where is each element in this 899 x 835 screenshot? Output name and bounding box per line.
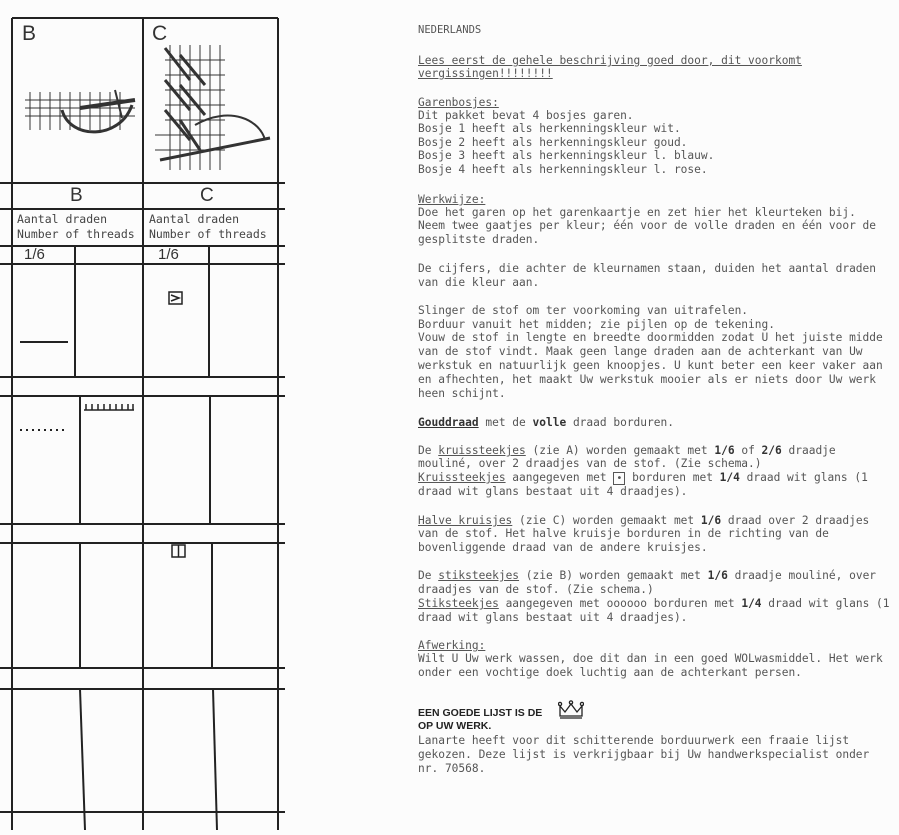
half-cross-symbol [169,292,182,304]
slinger-line: Borduur vanuit het midden; zie pijlen op de tekening. [418,318,775,331]
threads-label-nl-c: Aantal draden [149,212,240,226]
halve-fraction: 1/6 [700,514,722,527]
stik-line-2: draadjes van de stof. (Zie schema.) [418,583,654,596]
garen-line: Bosje 3 heeft als herkenningskleur l. blauw. [418,149,715,162]
dot-box-symbol: • [613,472,625,485]
halve-text: (zie C) worden gemaakt met [512,514,701,527]
lijst-title-2: OP UW WERK. [418,720,492,732]
gouddraad-label: Gouddraad [418,416,479,429]
stik-text: draad wit glans (1 [761,597,890,610]
stik-line-1 [418,569,876,582]
lijst-line: gekozen. Deze lijst is verkrijgbaar bij Uw handwerkspecialist onder [418,748,870,761]
section-letter-c-top: C [152,22,168,45]
instructions [418,0,898,835]
stik-text: (zie B) worden gemaakt met [519,569,708,582]
halve-text: draad over 2 draadjes [721,514,870,527]
stik-fraction: 1/6 [707,569,728,582]
halve-line-2: van de stof. Het halve kruisje borduren in de richting van de [418,527,829,540]
threads-label-en-b: Number of threads [17,227,135,241]
crown-icon [558,700,584,720]
kruis-line-1 [418,444,836,457]
kruis-text: draadje [781,444,836,457]
stik-term: Stiksteekjes [418,597,499,610]
slinger-line: heen schijnt. [418,387,506,400]
garen-line: Bosje 1 heeft als herkenningskleur wit. [418,122,681,135]
stik-line-3 [418,597,890,610]
language-heading: NEDERLANDS [418,24,482,36]
intro-line-2: vergissingen!!!!!!!! [418,67,553,80]
afwerking-line: onder een vochtige doek luchtig aan de achterkant persen. [418,666,802,679]
gouddraad-text-end: draad borduren. [566,416,674,429]
kruis-text: De [418,444,439,457]
threads-label-en-c: Number of threads [149,227,267,241]
section-letter-b: B [70,185,83,206]
gouddraad-volle: volle [532,416,567,429]
slinger-line: Vouw de stof in lengte en breedte doormidden zodat U het juiste midde [418,331,883,344]
stitch-chart [0,0,285,835]
stitch-symbol: oooooo [606,597,648,610]
slinger-line: werkstuk en natuurlijk geen knoopjes. U kunt beter een keer vaker aan [418,359,883,372]
threads-value-b: 1/6 [24,246,45,263]
gouddraad-text: met de [478,416,533,429]
threads-value-c: 1/6 [158,246,179,263]
backstitch-illustration [25,90,135,132]
cijfers-line: van die kleur aan. [418,276,540,289]
halfstitch-illustration [155,45,270,170]
werkwijze-line: gesplitste draden. [418,233,540,246]
slinger-line: Slinger de stof om ter voorkoming van uitrafelen. [418,304,749,317]
vertical-stitch-symbol [172,545,185,557]
kruis-term: Kruissteekjes [418,471,506,484]
kruis-fraction: 1/4 [719,471,740,484]
garen-line: Dit pakket bevat 4 bosjes garen. [418,109,634,122]
threads-label-nl-b: Aantal draden [17,212,108,226]
kruis-fraction: 2/6 [761,444,782,457]
kruis-fraction: 1/6 [714,444,735,457]
afwerking-heading: Afwerking: [418,639,486,652]
kruis-line-2: mouliné, over 2 draadjes van de stof. (Zie schema.) [418,457,762,470]
stik-text: aangegeven met [498,597,607,610]
halve-line-1 [418,514,869,527]
stik-line-4: draad wit glans bestaat uit 4 draadjes). [418,611,688,624]
kruis-text: (zie A) worden gemaakt met [525,444,715,457]
intro-line-1: Lees eerst de gehele beschrijving goed door, dit voorkomt [418,54,802,67]
kruis-line-3 [418,471,868,485]
ruler-symbol [84,404,134,410]
stik-term: stiksteekjes [438,569,520,582]
stik-text: borduren met [647,597,742,610]
kruis-text: of [734,444,762,457]
gouddraad-line [418,416,674,429]
garen-heading: Garenbosjes: [418,96,499,109]
cijfers-line: De cijfers, die achter de kleurnamen staan, duiden het aantal draden [418,262,877,275]
kruis-term: kruissteekjes [438,444,526,457]
werkwijze-heading: Werkwijze: [418,193,486,206]
halve-line-3: bovenliggende draad van de andere kruisjes. [418,541,708,554]
kruis-text: borduren met [625,471,720,484]
slinger-line: en afhechten, het maakt Uw werkstuk mooier als er niets door Uw werk [418,373,877,386]
stik-text: draadje mouliné, over [727,569,877,582]
stik-fraction: 1/4 [741,597,762,610]
halve-term: Halve kruisjes [418,514,513,527]
section-letter-c: C [200,185,214,206]
werkwijze-line: Neem twee gaatjes per kleur; één voor de volle draden en één voor de [418,219,877,232]
lijst-line: nr. 70568. [418,762,486,775]
kruis-text: draad wit glans (1 [739,471,868,484]
werkwijze-line: Doe het garen op het garenkaartje en zet hier het kleurteken bij. [418,206,856,219]
afwerking-line: Wilt U Uw werk wassen, doe dit dan in een goed WOLwasmiddel. Het werk [418,652,883,665]
garen-line: Bosje 2 heeft als herkenningskleur goud. [418,136,688,149]
garen-line: Bosje 4 heeft als herkenningskleur l. rose. [418,163,708,176]
lijst-line: Lanarte heeft voor dit schitterende borduurwerk een fraaie lijst [418,734,850,747]
kruis-line-4: draad wit glans bestaat uit 4 draadjes). [418,485,688,498]
slinger-line: van de stof vindt. Maak geen lange draden aan de achterkant van Uw [418,345,863,358]
lijst-title-1: EEN GOEDE LIJST IS DE [418,707,543,719]
kruis-text: aangegeven met [505,471,614,484]
stik-text: De [418,569,439,582]
section-letter-b-top: B [22,22,37,45]
